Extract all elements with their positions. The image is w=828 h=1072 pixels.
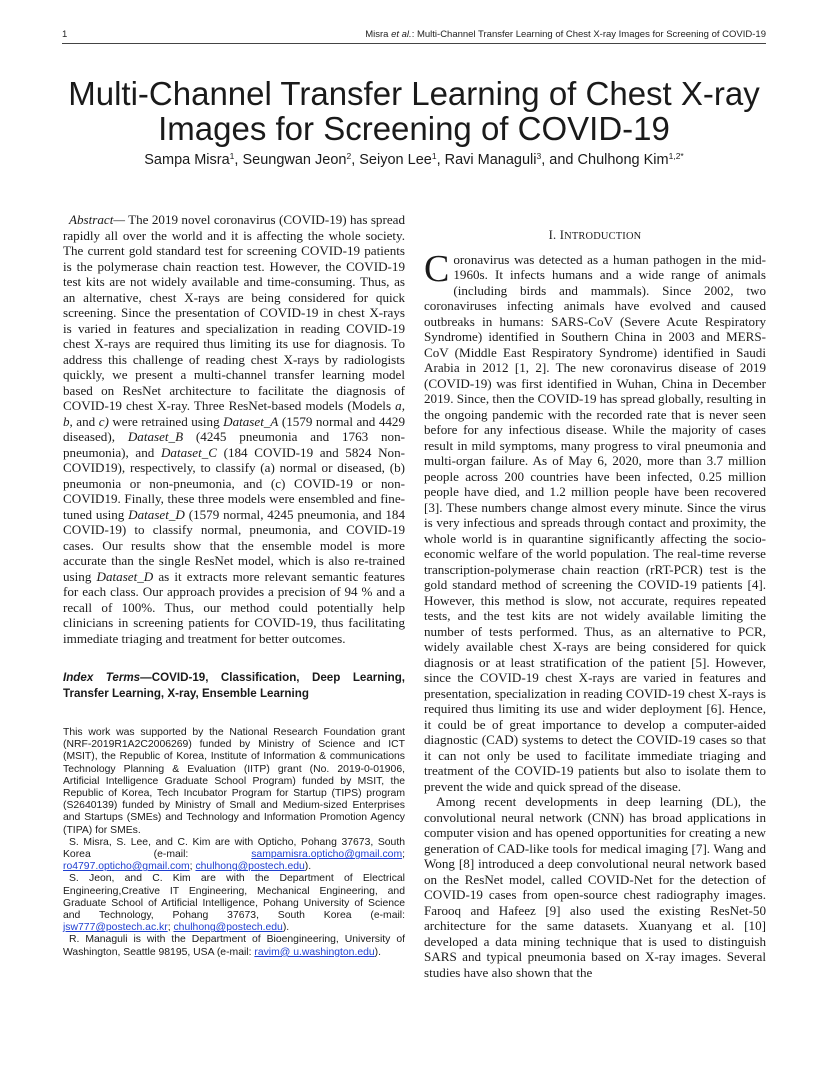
affiliation-note: S. Jeon, and C. Kim are with the Department of Electrical Engineering,Creative IT Engineering, Mechanical Engineering, and Graduate School of Artificial Intelligence, Pohang University of Science and Technology, Pohang 37673, South Korea (e-mail: jsw777@postech.ac.kr; chulhong@postech.edu). — [63, 873, 405, 934]
abstract-text: Abstract— The 2019 novel coronavirus (COVID-19) has spread rapidly all over the world and it is affecting the whole society. The current gold standard test for screening COVID-19 patients is the polymerase chain reaction test. However, the COVID-19 test kits are not widely available and time-consuming. Thus, as an alternative, chest X-rays are being considered for quick screening. Since the presentation of COVID-19 in chest X-rays is varied in features and specialization in reading COVID-19 chest X-rays are required thus limiting its use for diagnosis. To address this challenge of reading chest X-rays by radiologists quickly, we present a multi-channel transfer learning model based on ResNet architecture to facilitate the diagnosis of COVID-19 chest X-ray. Three ResNet-based models (Models a, b, and c) were retrained using Dataset_A (1579 normal and 4429 diseased), Dataset_B (4245 pneumonia and 1763 non-pneumonia), and Dataset_C (184 COVID-19 and 5824 Non-COVID19), respectively, to classify (a) normal or diseased, (b) pneumonia or non-pneumonia, and (c) COVID-19 or non-COVID19. Finally, these three models were ensembled and fine-tuned using Dataset_D (1579 normal, 4245 pneumonia, and 184 COVID-19) to classify normal, pneumonia, and COVID-19 cases. Our results show that the ensemble model is more accurate than the single ResNet model, which is also re-trained using Dataset_D as it extracts more relevant semantic features for each class. Our approach provides a precision of 94 % and a recall of 100%. Thus, our method could potentially help clinicians in screening patients for COVID-19, thus facilitating immediate triaging and treatment for better outcomes. — [63, 212, 406, 646]
paper-title: Multi-Channel Transfer Learning of Chest X-ray Images for Screening of COVID-19 — [68, 75, 760, 147]
index-terms-label: Index Terms — [63, 671, 141, 684]
abstract-label: Abstract— — [69, 212, 126, 227]
right-column — [424, 228, 766, 980]
header-rule — [62, 43, 766, 44]
page-number: 1 — [62, 29, 68, 40]
abstract — [63, 212, 405, 646]
drop-cap: C — [424, 247, 450, 290]
page-header — [62, 29, 766, 43]
running-title: Misra et al.: Multi-Channel Transfer Learning of Chest X-ray Images for Screening of COVID-19 — [365, 29, 766, 40]
left-column — [63, 212, 405, 959]
email-link[interactable]: ravim@ u.washington.edu — [254, 946, 375, 958]
funding-note: This work was supported by the National Research Foundation grant (NRF-2019R1A2C2006269) funded by Ministry of Science and ICT (MSIT), the Republic of Korea, Institute of Information & communications Technology Planning & Evaluation (IITP) grant (No. 2019-0-01906, Artificial Intelligence Graduate School Program) funded by MSIT, the Republic of Korea, Tech Incubator Program for Startup (TIPS) program (S2640139) funded by Ministry of Small and Medium-sized Enterprises and Startups (SMEs) and Technology and Information Promotion Agency (TIPA) for SMEs. — [63, 727, 405, 836]
email-link[interactable]: sampamisra.opticho@gmail.com — [251, 849, 403, 861]
affiliation-note: S. Misra, S. Lee, and C. Kim are with Opticho, Pohang 37673, South Korea (e-mail: sampamisra.opticho@gmail.com; ro4797.opticho@gmail.com; chulhong@postech.edu). — [63, 836, 405, 873]
paragraph: Coronavirus was detected as a human pathogen in the mid-1960s. It infects humans and a wide range of animals (including birds and mammals). Since 2002, two coronaviruses infecting animals have evolved and caused outbreaks in humans: SARS-CoV (Severe Acute Respiratory Syndrome) identified in Southern China in 2003 and MERS-CoV (Middle East Respiratory Syndrome) identified in Saudi Arabia in 2012 [1, 2]. The new coronavirus disease of 2019 (COVID-19) was first identified in Wuhan, China in December 2019. Since, then the COVID-19 has spread globally, resulting in the ongoing pandemic with the recorded rate that is never seen before for any infectious disease. While the majority of cases result in mild symptoms, many progress to viral pneumonia and multi-organ failure. As of May 6, 2020, more than 3.7 million people across 200 countries have been infected, 0.25 million people have died, and 1.2 million people have been recovered [3]. These numbers change almost every minute. Since the virus is very infectious and spreads through contact and proximity, the whole world is in quarantine significantly affecting the socio-economic welfare of the world population. The real-time reverse transcription-polymerase chain reaction (rRT-PCR) test is the gold standard method of screening the COVID-19 patients [4]. However, this method is slow, not accurate, requires repeated tests, and the test kits are not widely available limiting the number of tests performed. Thus, as an alternative to PCR, widely available chest X-rays are being considered for quick diagnosis or at least stratification of the patient [5]. However, since the COVID-19 chest X-rays are varied in features and presentation, specialization in reading COVID-19 chest X-rays is required thus limiting its use and wider deployment [6]. Hence, it could be of great importance to develop a computer-aided diagnostic (CAD) systems to detect the COVID-19 cases so that it can not only be used to facilitate immediate triaging and treatment of the COVID-19 patients but also to isolate them to prevent the wide and quick spread of the disease. — [424, 247, 766, 794]
section-heading: I. INTRODUCTION — [548, 228, 642, 242]
author-name: Sampa Misra — [144, 152, 230, 168]
email-link[interactable]: ro4797.opticho@gmail.com — [63, 861, 190, 873]
email-link[interactable]: chulhong@postech.edu — [173, 922, 283, 934]
email-link[interactable]: jsw777@postech.ac.kr — [63, 922, 168, 934]
author-name: Seungwan Jeon — [242, 152, 347, 168]
paragraph: Among recent developments in deep learning (DL), the convolutional neural network (CNN) has broad applications in computer vision and has opened opportunities for creating a new generation of CAD-like tools for medical imaging [7]. Wang and Wong [8] introduced a deep convolutional neural network based on the ResNet model, called COVID-Net for the detection of COVID-19 cases from open-source chest radiography images. Farooq and Hafeez [9] also used the existing ResNet-50 architecture for the same datasets. Xuanyang et al. [10] developed a data mining technique that is used to distinguish SARS and typical pneumonia based on X-ray images. Several studies have also shown that the — [424, 794, 766, 980]
author-name: Seiyon Lee — [359, 152, 432, 168]
author-list: Sampa Misra$^1$, Seungwan Jeon$^2$, Seiyon Lee$^1$, Ravi Managuli$^3$, and Chulhong Kim$^{1,2*}$ — [144, 151, 684, 168]
footnote — [63, 727, 405, 959]
email-link[interactable]: chulhong@postech.edu — [195, 861, 305, 873]
author-name: Ravi Managuli — [444, 152, 537, 168]
index-terms: Index Terms—COVID-19, Classification, Deep Learning, Transfer Learning, X-ray, Ensemble Learning — [63, 671, 405, 700]
author-name: Chulhong Kim — [577, 152, 669, 168]
affiliation-note: R. Managuli is with the Department of Bioengineering, University of Washington, Seattle 98195, USA (e-mail: ravim@ u.washington.edu). — [63, 934, 405, 958]
introduction-body — [424, 247, 766, 981]
